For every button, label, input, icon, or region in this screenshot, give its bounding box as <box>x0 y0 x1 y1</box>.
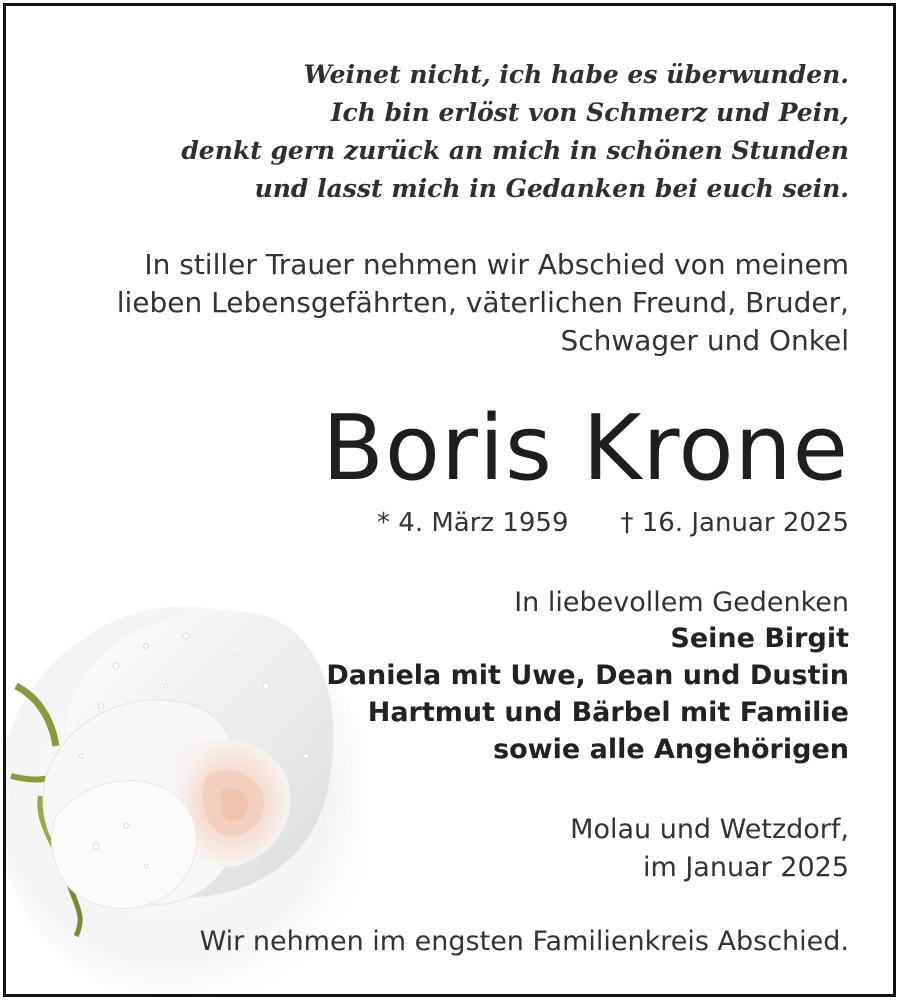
place-line: Molau und Wetzdorf, <box>570 814 849 845</box>
intro-text <box>117 246 849 360</box>
place-line: im Januar 2025 <box>642 852 849 883</box>
mourner: Daniela mit Uwe, Dean und Dustin <box>326 660 849 691</box>
intro-line: lieben Lebensgefährten, väterlichen Freund, Bruder, <box>116 286 849 319</box>
poem-line: Ich bin erlöst von Schmerz und Pein, <box>330 98 849 127</box>
obituary-notice <box>3 3 896 997</box>
mourner: Hartmut und Bärbel mit Familie <box>367 697 849 728</box>
remembrance-text: In liebevollem Gedenken <box>514 587 849 618</box>
intro-line: Schwager und Onkel <box>560 324 849 357</box>
mourner: Seine Birgit <box>670 623 849 654</box>
mourner: sowie alle Angehörigen <box>493 734 849 765</box>
deceased-name: Boris Krone <box>322 396 849 501</box>
poem-line: und lasst mich in Gedanken bei euch sein. <box>254 174 849 203</box>
birth-date: * 4. März 1959 <box>377 508 569 538</box>
life-dates <box>377 504 849 542</box>
place-and-date <box>570 811 849 887</box>
poem-line: Weinet nicht, ich habe es überwunden. <box>303 60 849 89</box>
mourners-list <box>326 620 849 768</box>
footer-note: Wir nehmen im engsten Familienkreis Abschied. <box>199 926 849 957</box>
poem <box>181 56 849 208</box>
intro-line: In stiller Trauer nehmen wir Abschied von meinem <box>144 248 849 281</box>
poem-line: denkt gern zurück an mich in schönen Stunden <box>181 136 849 165</box>
death-date: † 16. Januar 2025 <box>620 508 849 538</box>
